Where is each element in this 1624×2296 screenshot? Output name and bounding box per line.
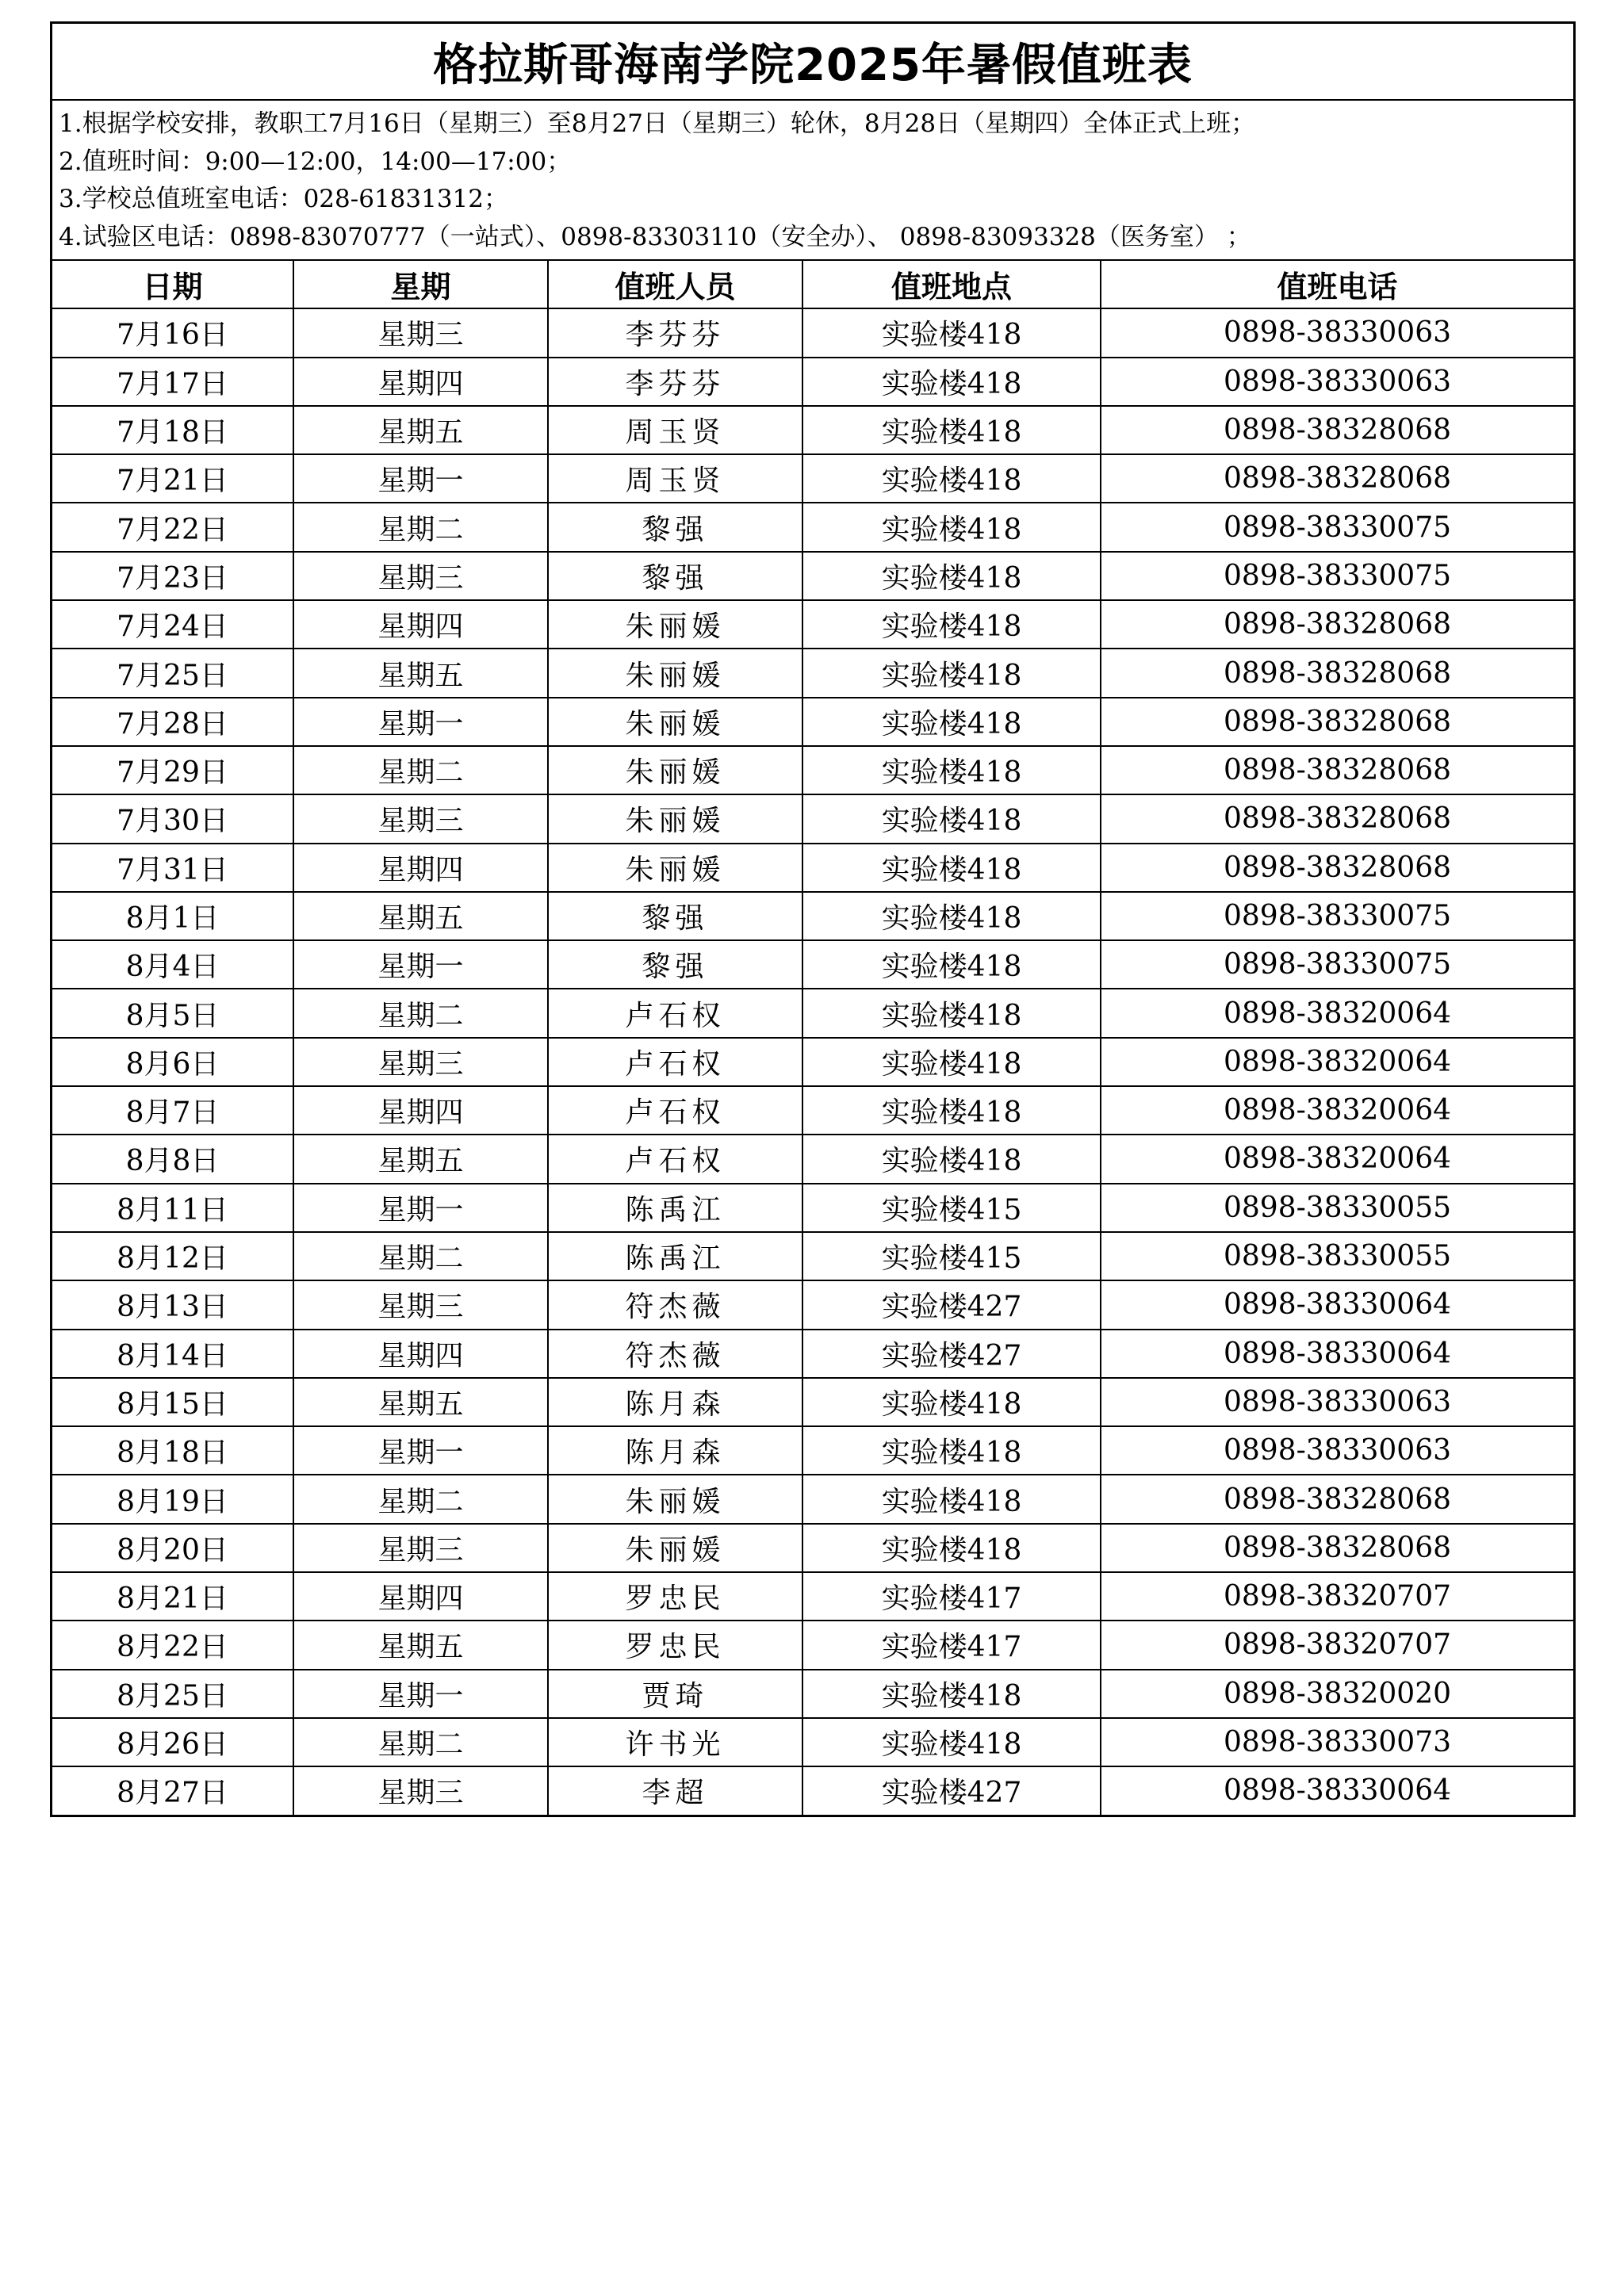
staff-name-cell: 李超 bbox=[548, 1766, 802, 1814]
weekday-cell: 星期二 bbox=[293, 746, 548, 794]
staff-name-cell: 朱丽媛 bbox=[548, 794, 802, 843]
phone-cell: 0898-38330064 bbox=[1101, 1766, 1573, 1814]
location-cell: 实验楼418 bbox=[802, 406, 1101, 454]
header-weekday: 星期 bbox=[293, 261, 548, 308]
phone-cell: 0898-38330055 bbox=[1101, 1232, 1573, 1280]
location-cell: 实验楼418 bbox=[802, 1135, 1101, 1183]
table-row bbox=[52, 649, 1573, 697]
table-row bbox=[52, 454, 1573, 503]
weekday-cell: 星期三 bbox=[293, 308, 548, 357]
weekday-cell: 星期一 bbox=[293, 1184, 548, 1232]
phone-cell: 0898-38328068 bbox=[1101, 406, 1573, 454]
header-staff: 值班人员 bbox=[548, 261, 802, 308]
weekday-cell: 星期三 bbox=[293, 1280, 548, 1329]
phone-cell: 0898-38330075 bbox=[1101, 892, 1573, 940]
phone-cell: 0898-38320064 bbox=[1101, 989, 1573, 1037]
note-2: 2.值班时间：9:00—12:00，14:00—17:00； bbox=[59, 147, 572, 176]
phone-cell: 0898-38328068 bbox=[1101, 844, 1573, 892]
date-cell: 7月17日 bbox=[52, 358, 293, 406]
table-row bbox=[52, 940, 1573, 989]
date-cell: 8月22日 bbox=[52, 1621, 293, 1669]
phone-cell: 0898-38330064 bbox=[1101, 1330, 1573, 1378]
date-cell: 7月28日 bbox=[52, 698, 293, 746]
table-row bbox=[52, 1280, 1573, 1329]
table-row bbox=[52, 746, 1573, 794]
weekday-cell: 星期四 bbox=[293, 1330, 548, 1378]
weekday-cell: 星期三 bbox=[293, 1766, 548, 1814]
staff-name-cell: 周玉贤 bbox=[548, 454, 802, 503]
table-row bbox=[52, 503, 1573, 551]
date-cell: 8月25日 bbox=[52, 1670, 293, 1718]
table-header-row bbox=[52, 261, 1573, 308]
table-row bbox=[52, 552, 1573, 600]
date-cell: 7月24日 bbox=[52, 600, 293, 649]
weekday-cell: 星期五 bbox=[293, 1621, 548, 1669]
location-cell: 实验楼418 bbox=[802, 454, 1101, 503]
date-cell: 8月19日 bbox=[52, 1475, 293, 1523]
table-row bbox=[52, 1524, 1573, 1572]
location-cell: 实验楼418 bbox=[802, 1378, 1101, 1426]
header-date: 日期 bbox=[52, 261, 293, 308]
weekday-cell: 星期二 bbox=[293, 1718, 548, 1766]
weekday-cell: 星期二 bbox=[293, 1475, 548, 1523]
date-cell: 8月15日 bbox=[52, 1378, 293, 1426]
date-cell: 8月6日 bbox=[52, 1038, 293, 1086]
staff-name-cell: 朱丽媛 bbox=[548, 844, 802, 892]
location-cell: 实验楼418 bbox=[802, 1038, 1101, 1086]
staff-name-cell: 陈月森 bbox=[548, 1426, 802, 1475]
location-cell: 实验楼418 bbox=[802, 358, 1101, 406]
phone-cell: 0898-38328068 bbox=[1101, 1475, 1573, 1523]
phone-cell: 0898-38328068 bbox=[1101, 794, 1573, 843]
weekday-cell: 星期二 bbox=[293, 1232, 548, 1280]
phone-cell: 0898-38330055 bbox=[1101, 1184, 1573, 1232]
staff-name-cell: 贾琦 bbox=[548, 1670, 802, 1718]
weekday-cell: 星期五 bbox=[293, 892, 548, 940]
date-cell: 7月18日 bbox=[52, 406, 293, 454]
weekday-cell: 星期一 bbox=[293, 698, 548, 746]
weekday-cell: 星期五 bbox=[293, 649, 548, 697]
table-row bbox=[52, 892, 1573, 940]
phone-cell: 0898-38330063 bbox=[1101, 1378, 1573, 1426]
table-row bbox=[52, 1766, 1573, 1814]
location-cell: 实验楼427 bbox=[802, 1280, 1101, 1329]
weekday-cell: 星期三 bbox=[293, 1038, 548, 1086]
header-location: 值班地点 bbox=[802, 261, 1101, 308]
staff-name-cell: 陈禹江 bbox=[548, 1184, 802, 1232]
table-row bbox=[52, 600, 1573, 649]
date-cell: 8月4日 bbox=[52, 940, 293, 989]
phone-cell: 0898-38330075 bbox=[1101, 503, 1573, 551]
weekday-cell: 星期二 bbox=[293, 989, 548, 1037]
staff-name-cell: 卢石权 bbox=[548, 1135, 802, 1183]
phone-cell: 0898-38320064 bbox=[1101, 1038, 1573, 1086]
location-cell: 实验楼418 bbox=[802, 794, 1101, 843]
phone-cell: 0898-38320064 bbox=[1101, 1086, 1573, 1135]
location-cell: 实验楼417 bbox=[802, 1572, 1101, 1621]
staff-name-cell: 朱丽媛 bbox=[548, 600, 802, 649]
staff-name-cell: 黎强 bbox=[548, 503, 802, 551]
duty-table bbox=[52, 261, 1573, 1815]
date-cell: 7月29日 bbox=[52, 746, 293, 794]
table-row bbox=[52, 1135, 1573, 1183]
weekday-cell: 星期一 bbox=[293, 454, 548, 503]
table-row bbox=[52, 1426, 1573, 1475]
location-cell: 实验楼418 bbox=[802, 1086, 1101, 1135]
phone-cell: 0898-38330064 bbox=[1101, 1280, 1573, 1329]
phone-cell: 0898-38328068 bbox=[1101, 649, 1573, 697]
date-cell: 8月26日 bbox=[52, 1718, 293, 1766]
weekday-cell: 星期四 bbox=[293, 1572, 548, 1621]
date-cell: 7月31日 bbox=[52, 844, 293, 892]
staff-name-cell: 黎强 bbox=[548, 892, 802, 940]
duty-table-body bbox=[52, 308, 1573, 1814]
staff-name-cell: 周玉贤 bbox=[548, 406, 802, 454]
staff-name-cell: 朱丽媛 bbox=[548, 1524, 802, 1572]
date-cell: 8月5日 bbox=[52, 989, 293, 1037]
date-cell: 7月22日 bbox=[52, 503, 293, 551]
weekday-cell: 星期三 bbox=[293, 552, 548, 600]
phone-cell: 0898-38330063 bbox=[1101, 1426, 1573, 1475]
table-row bbox=[52, 1621, 1573, 1669]
date-cell: 8月7日 bbox=[52, 1086, 293, 1135]
location-cell: 实验楼418 bbox=[802, 892, 1101, 940]
date-cell: 8月27日 bbox=[52, 1766, 293, 1814]
staff-name-cell: 许书光 bbox=[548, 1718, 802, 1766]
date-cell: 8月1日 bbox=[52, 892, 293, 940]
table-row bbox=[52, 989, 1573, 1037]
weekday-cell: 星期四 bbox=[293, 844, 548, 892]
location-cell: 实验楼418 bbox=[802, 1718, 1101, 1766]
phone-cell: 0898-38320020 bbox=[1101, 1670, 1573, 1718]
date-cell: 8月18日 bbox=[52, 1426, 293, 1475]
date-cell: 8月20日 bbox=[52, 1524, 293, 1572]
table-row bbox=[52, 1086, 1573, 1135]
staff-name-cell: 李芬芬 bbox=[548, 308, 802, 357]
note-1: 1.根据学校安排，教职工7月16日（星期三）至8月27日（星期三）轮休，8月28日（星期四）全体正式上班； bbox=[59, 109, 1256, 138]
table-row bbox=[52, 1232, 1573, 1280]
location-cell: 实验楼418 bbox=[802, 600, 1101, 649]
date-cell: 7月16日 bbox=[52, 308, 293, 357]
weekday-cell: 星期四 bbox=[293, 358, 548, 406]
table-row bbox=[52, 406, 1573, 454]
location-cell: 实验楼418 bbox=[802, 989, 1101, 1037]
table-row bbox=[52, 1184, 1573, 1232]
table-row bbox=[52, 1718, 1573, 1766]
staff-name-cell: 朱丽媛 bbox=[548, 698, 802, 746]
staff-name-cell: 卢石权 bbox=[548, 989, 802, 1037]
note-3: 3.学校总值班室电话：028-61831312； bbox=[59, 185, 509, 213]
location-cell: 实验楼418 bbox=[802, 1524, 1101, 1572]
phone-cell: 0898-38330073 bbox=[1101, 1718, 1573, 1766]
table-row bbox=[52, 308, 1573, 357]
location-cell: 实验楼418 bbox=[802, 746, 1101, 794]
staff-name-cell: 陈月森 bbox=[548, 1378, 802, 1426]
phone-cell: 0898-38328068 bbox=[1101, 600, 1573, 649]
staff-name-cell: 符杰薇 bbox=[548, 1330, 802, 1378]
page-title: 格拉斯哥海南学院2025年暑假值班表 bbox=[52, 24, 1573, 101]
staff-name-cell: 卢石权 bbox=[548, 1038, 802, 1086]
note-4: 4.试验区电话：0898-83070777（一站式）、0898-83303110（安全办）、 0898-83093328（医务室） ； bbox=[59, 222, 1251, 251]
staff-name-cell: 黎强 bbox=[548, 552, 802, 600]
staff-name-cell: 朱丽媛 bbox=[548, 1475, 802, 1523]
table-row bbox=[52, 794, 1573, 843]
date-cell: 8月8日 bbox=[52, 1135, 293, 1183]
phone-cell: 0898-38330075 bbox=[1101, 552, 1573, 600]
weekday-cell: 星期四 bbox=[293, 1086, 548, 1135]
date-cell: 8月13日 bbox=[52, 1280, 293, 1329]
duty-roster-sheet bbox=[50, 21, 1576, 1817]
date-cell: 8月14日 bbox=[52, 1330, 293, 1378]
date-cell: 8月11日 bbox=[52, 1184, 293, 1232]
weekday-cell: 星期三 bbox=[293, 1524, 548, 1572]
weekday-cell: 星期四 bbox=[293, 600, 548, 649]
phone-cell: 0898-38330063 bbox=[1101, 308, 1573, 357]
staff-name-cell: 卢石权 bbox=[548, 1086, 802, 1135]
weekday-cell: 星期五 bbox=[293, 1378, 548, 1426]
staff-name-cell: 符杰薇 bbox=[548, 1280, 802, 1329]
location-cell: 实验楼415 bbox=[802, 1184, 1101, 1232]
weekday-cell: 星期一 bbox=[293, 940, 548, 989]
table-row bbox=[52, 1670, 1573, 1718]
weekday-cell: 星期三 bbox=[293, 794, 548, 843]
location-cell: 实验楼418 bbox=[802, 1670, 1101, 1718]
table-row bbox=[52, 358, 1573, 406]
location-cell: 实验楼418 bbox=[802, 503, 1101, 551]
table-row bbox=[52, 1330, 1573, 1378]
location-cell: 实验楼418 bbox=[802, 649, 1101, 697]
staff-name-cell: 李芬芬 bbox=[548, 358, 802, 406]
header-phone: 值班电话 bbox=[1101, 261, 1573, 308]
phone-cell: 0898-38328068 bbox=[1101, 698, 1573, 746]
weekday-cell: 星期五 bbox=[293, 406, 548, 454]
table-row bbox=[52, 1378, 1573, 1426]
phone-cell: 0898-38320064 bbox=[1101, 1135, 1573, 1183]
location-cell: 实验楼418 bbox=[802, 698, 1101, 746]
phone-cell: 0898-38330063 bbox=[1101, 358, 1573, 406]
weekday-cell: 星期二 bbox=[293, 503, 548, 551]
weekday-cell: 星期五 bbox=[293, 1135, 548, 1183]
staff-name-cell: 陈禹江 bbox=[548, 1232, 802, 1280]
staff-name-cell: 朱丽媛 bbox=[548, 649, 802, 697]
location-cell: 实验楼427 bbox=[802, 1330, 1101, 1378]
location-cell: 实验楼418 bbox=[802, 552, 1101, 600]
date-cell: 8月21日 bbox=[52, 1572, 293, 1621]
weekday-cell: 星期一 bbox=[293, 1426, 548, 1475]
location-cell: 实验楼418 bbox=[802, 1475, 1101, 1523]
table-row bbox=[52, 1038, 1573, 1086]
phone-cell: 0898-38328068 bbox=[1101, 746, 1573, 794]
staff-name-cell: 罗忠民 bbox=[548, 1572, 802, 1621]
staff-name-cell: 黎强 bbox=[548, 940, 802, 989]
date-cell: 7月21日 bbox=[52, 454, 293, 503]
notes-section bbox=[52, 101, 1573, 261]
table-row bbox=[52, 1475, 1573, 1523]
date-cell: 7月25日 bbox=[52, 649, 293, 697]
location-cell: 实验楼418 bbox=[802, 940, 1101, 989]
staff-name-cell: 罗忠民 bbox=[548, 1621, 802, 1669]
date-cell: 8月12日 bbox=[52, 1232, 293, 1280]
phone-cell: 0898-38328068 bbox=[1101, 454, 1573, 503]
phone-cell: 0898-38330075 bbox=[1101, 940, 1573, 989]
location-cell: 实验楼418 bbox=[802, 1426, 1101, 1475]
phone-cell: 0898-38320707 bbox=[1101, 1572, 1573, 1621]
weekday-cell: 星期一 bbox=[293, 1670, 548, 1718]
location-cell: 实验楼427 bbox=[802, 1766, 1101, 1814]
date-cell: 7月23日 bbox=[52, 552, 293, 600]
location-cell: 实验楼417 bbox=[802, 1621, 1101, 1669]
table-row bbox=[52, 844, 1573, 892]
location-cell: 实验楼415 bbox=[802, 1232, 1101, 1280]
phone-cell: 0898-38328068 bbox=[1101, 1524, 1573, 1572]
staff-name-cell: 朱丽媛 bbox=[548, 746, 802, 794]
phone-cell: 0898-38320707 bbox=[1101, 1621, 1573, 1669]
date-cell: 7月30日 bbox=[52, 794, 293, 843]
location-cell: 实验楼418 bbox=[802, 844, 1101, 892]
table-row bbox=[52, 698, 1573, 746]
table-row bbox=[52, 1572, 1573, 1621]
location-cell: 实验楼418 bbox=[802, 308, 1101, 357]
